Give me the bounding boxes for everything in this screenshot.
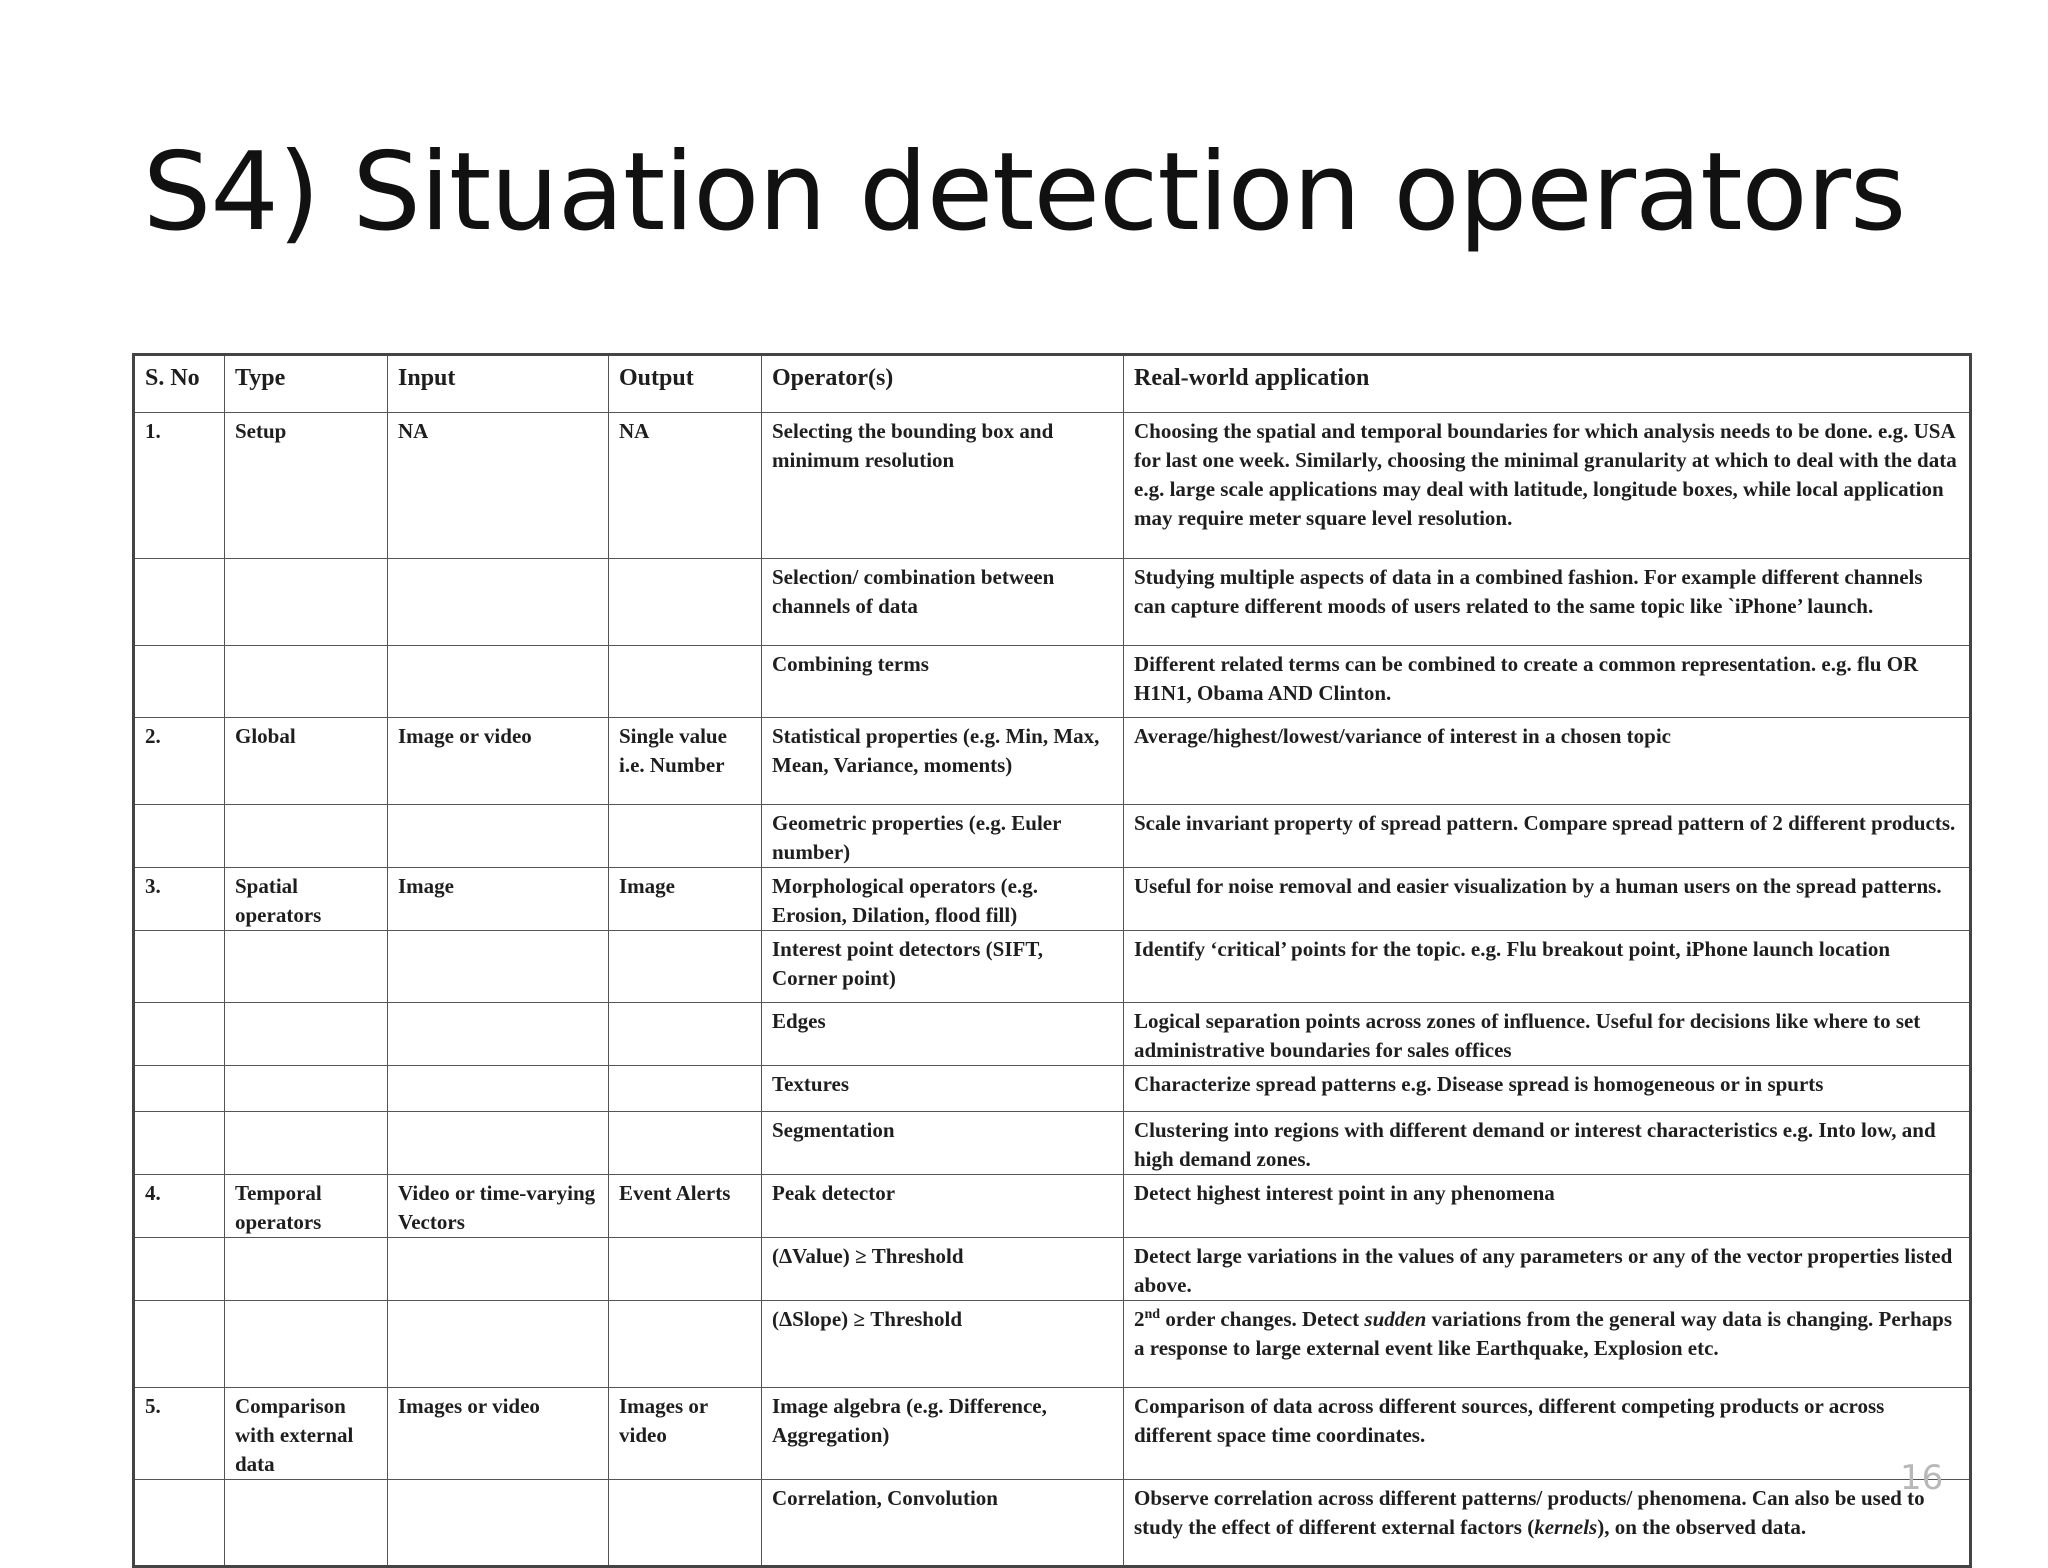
cell-type — [225, 1003, 388, 1066]
cell-application: Characterize spread patterns e.g. Disease spread is homogeneous or in spurts — [1124, 1066, 1971, 1112]
header-type: Type — [225, 355, 388, 413]
cell-input: Video or time-varying Vectors — [388, 1175, 609, 1238]
cell-sno — [134, 1301, 225, 1388]
cell-application — [1124, 1301, 1971, 1388]
cell-application: Detect large variations in the values of any parameters or any of the vector properties listed above. — [1124, 1238, 1971, 1301]
header-operators: Operator(s) — [762, 355, 1124, 413]
cell-input — [388, 1301, 609, 1388]
cell-output: Single value i.e. Number — [609, 718, 762, 805]
table-row — [134, 1238, 1971, 1301]
cell-output — [609, 1238, 762, 1301]
cell-application: Scale invariant property of spread pattern. Compare spread pattern of 2 different products. — [1124, 805, 1971, 868]
operators-table-container — [132, 353, 1969, 1539]
cell-sno: 1. — [134, 413, 225, 559]
cell-sno — [134, 1112, 225, 1175]
cell-input: NA — [388, 413, 609, 559]
cell-output: Images or video — [609, 1388, 762, 1480]
cell-output — [609, 1301, 762, 1388]
cell-operator: Statistical properties (e.g. Min, Max, Mean, Variance, moments) — [762, 718, 1124, 805]
header-input: Input — [388, 355, 609, 413]
cell-operator: (ΔSlope) ≥ Threshold — [762, 1301, 1124, 1388]
cell-application: Comparison of data across different sources, different competing products or across different space time coordinates. — [1124, 1388, 1971, 1480]
cell-operator: Peak detector — [762, 1175, 1124, 1238]
header-output: Output — [609, 355, 762, 413]
cell-type — [225, 1480, 388, 1567]
table-row — [134, 868, 1971, 931]
cell-output — [609, 931, 762, 1003]
cell-sno: 3. — [134, 868, 225, 931]
cell-output — [609, 1066, 762, 1112]
cell-output — [609, 1112, 762, 1175]
application-text-pre: order changes. Detect — [1160, 1307, 1365, 1331]
page-number: 16 — [1900, 1458, 1944, 1498]
table-row — [134, 1301, 1971, 1388]
table-row — [134, 1003, 1971, 1066]
cell-sno — [134, 1003, 225, 1066]
cell-type — [225, 559, 388, 646]
slide-title: S4) Situation detection operators — [142, 130, 1906, 255]
cell-type: Spatial operators — [225, 868, 388, 931]
cell-operator: Selection/ combination between channels of data — [762, 559, 1124, 646]
cell-sno: 2. — [134, 718, 225, 805]
table-row — [134, 805, 1971, 868]
table-row — [134, 1388, 1971, 1480]
cell-application: Detect highest interest point in any phenomena — [1124, 1175, 1971, 1238]
cell-sno: 5. — [134, 1388, 225, 1480]
cell-type: Global — [225, 718, 388, 805]
cell-output: Image — [609, 868, 762, 931]
cell-operator: Selecting the bounding box and minimum resolution — [762, 413, 1124, 559]
table-row — [134, 646, 1971, 718]
application-text-emphasis: kernels — [1534, 1515, 1598, 1539]
cell-input — [388, 1066, 609, 1112]
cell-application: Different related terms can be combined to create a common representation. e.g. flu OR H1N1, Obama AND Clinton. — [1124, 646, 1971, 718]
cell-type — [225, 1301, 388, 1388]
cell-type — [225, 1112, 388, 1175]
cell-type — [225, 1066, 388, 1112]
cell-operator: Correlation, Convolution — [762, 1480, 1124, 1567]
table-row — [134, 1175, 1971, 1238]
cell-input — [388, 1112, 609, 1175]
cell-operator: Combining terms — [762, 646, 1124, 718]
cell-input: Image — [388, 868, 609, 931]
cell-sno — [134, 805, 225, 868]
cell-output — [609, 805, 762, 868]
cell-output — [609, 559, 762, 646]
cell-sno — [134, 931, 225, 1003]
table-row — [134, 559, 1971, 646]
header-application: Real-world application — [1124, 355, 1971, 413]
cell-type — [225, 1238, 388, 1301]
cell-sno — [134, 646, 225, 718]
cell-application: Choosing the spatial and temporal boundaries for which analysis needs to be done. e.g. USA for last one week. Similarly, choosing the minimal granularity at which to deal with the data e.g. large scale applications may deal with latitude, longitude boxes, while local application may require meter square level resolution. — [1124, 413, 1971, 559]
cell-operator: Interest point detectors (SIFT, Corner point) — [762, 931, 1124, 1003]
operators-table — [132, 353, 1972, 1568]
cell-type: Temporal operators — [225, 1175, 388, 1238]
table-row — [134, 1112, 1971, 1175]
table-row — [134, 1480, 1971, 1567]
application-text-post: ), on the observed data. — [1597, 1515, 1807, 1539]
cell-output — [609, 1003, 762, 1066]
cell-operator: (ΔValue) ≥ Threshold — [762, 1238, 1124, 1301]
cell-input — [388, 646, 609, 718]
cell-type: Setup — [225, 413, 388, 559]
table-row — [134, 931, 1971, 1003]
cell-sno: 4. — [134, 1175, 225, 1238]
table-header-row — [134, 355, 1971, 413]
application-text-pre: Observe correlation across different patterns/ products/ phenomena. Can also be used to study the effect of different external factors ( — [1134, 1486, 1925, 1539]
application-text-post: variations from the general way data is changing. Perhaps a response to large external event like Earthquake, Explosion etc. — [1134, 1307, 1953, 1360]
cell-operator: Textures — [762, 1066, 1124, 1112]
cell-input — [388, 1238, 609, 1301]
cell-type — [225, 931, 388, 1003]
cell-input — [388, 1480, 609, 1567]
cell-sno — [134, 1480, 225, 1567]
cell-operator: Image algebra (e.g. Difference, Aggregation) — [762, 1388, 1124, 1480]
application-text-emphasis: sudden — [1364, 1307, 1427, 1331]
cell-application: Useful for noise removal and easier visualization by a human users on the spread patterns. — [1124, 868, 1971, 931]
cell-sno — [134, 1066, 225, 1112]
cell-output: Event Alerts — [609, 1175, 762, 1238]
table-row — [134, 1066, 1971, 1112]
cell-input — [388, 805, 609, 868]
cell-operator: Segmentation — [762, 1112, 1124, 1175]
cell-output: NA — [609, 413, 762, 559]
table-row — [134, 413, 1971, 559]
cell-application: Studying multiple aspects of data in a combined fashion. For example different channels can capture different moods of users related to the same topic like `iPhone’ launch. — [1124, 559, 1971, 646]
header-sno: S. No — [134, 355, 225, 413]
application-text-sup: nd — [1144, 1307, 1161, 1322]
cell-operator: Morphological operators (e.g. Erosion, Dilation, flood fill) — [762, 868, 1124, 931]
cell-sno — [134, 1238, 225, 1301]
cell-type — [225, 646, 388, 718]
cell-input — [388, 1003, 609, 1066]
cell-input: Images or video — [388, 1388, 609, 1480]
cell-application: Average/highest/lowest/variance of interest in a chosen topic — [1124, 718, 1971, 805]
cell-output — [609, 1480, 762, 1567]
cell-type — [225, 805, 388, 868]
cell-input — [388, 931, 609, 1003]
cell-application: Clustering into regions with different demand or interest characteristics e.g. Into low, and high demand zones. — [1124, 1112, 1971, 1175]
cell-operator: Geometric properties (e.g. Euler number) — [762, 805, 1124, 868]
cell-input — [388, 559, 609, 646]
cell-sno — [134, 559, 225, 646]
cell-application — [1124, 1480, 1971, 1567]
cell-type: Comparison with external data — [225, 1388, 388, 1480]
cell-operator: Edges — [762, 1003, 1124, 1066]
table-row — [134, 718, 1971, 805]
cell-input: Image or video — [388, 718, 609, 805]
cell-application: Identify ‘critical’ points for the topic. e.g. Flu breakout point, iPhone launch location — [1124, 931, 1971, 1003]
application-text-lead: 2 — [1134, 1307, 1145, 1331]
cell-application: Logical separation points across zones of influence. Useful for decisions like where to set administrative boundaries for sales offices — [1124, 1003, 1971, 1066]
cell-output — [609, 646, 762, 718]
